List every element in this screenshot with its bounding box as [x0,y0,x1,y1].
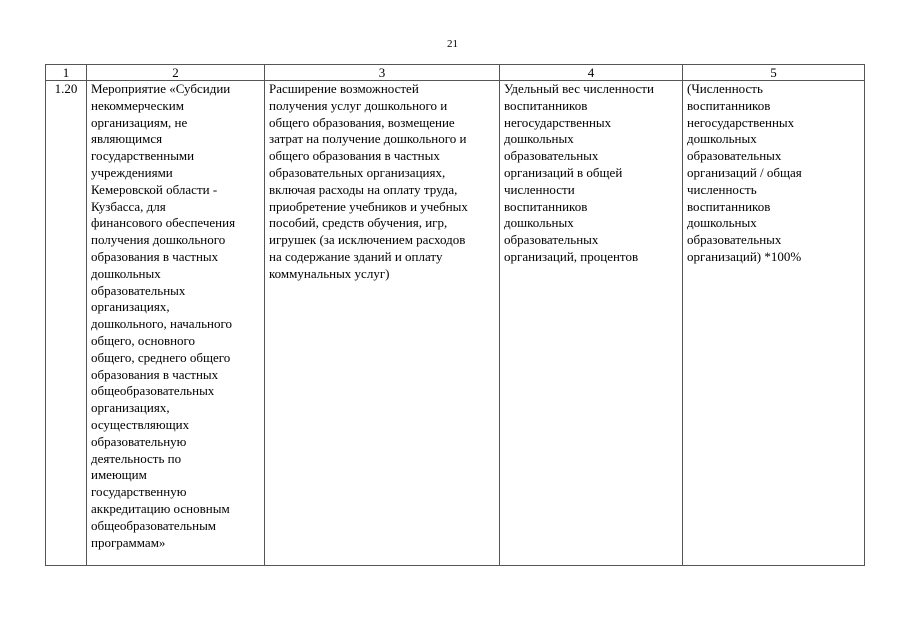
header-col-5: 5 [683,65,865,81]
row-number: 1.20 [46,81,87,566]
header-col-3: 3 [265,65,500,81]
indicators-table [45,64,865,566]
header-col-4: 4 [500,65,683,81]
event-description: Расширение возможностей получения услуг дошкольного и общего образования, возмещение затрат на получение дошкольного и общего образования в частных образовательных организациях, включая расходы на оплату труда, приобретение учебников и учебных пособий, средств обучения, игр, игрушек (за исключением расходов на содержание зданий и оплату коммунальных услуг) [265,81,500,566]
header-col-2: 2 [87,65,265,81]
table-header-row [46,65,865,81]
table-row [46,81,865,566]
indicator-name: Удельный вес численности воспитанников негосударственных дошкольных образовательных организаций в общей численности воспитанников дошкольных образовательных организаций, процентов [500,81,683,566]
event-name: Мероприятие «Субсидии некоммерческим организациям, не являющимся государственными учреждениями Кемеровской области - Кузбасса, для финансового обеспечения получения дошкольного образования в частных дошкольных образовательных организациях, дошкольного, начального общего, основного общего, среднего общего образования в частных общеобразовательных организациях, осуществляющих образовательную деятельность по имеющим государственную аккредитацию основным общеобразовательным программам» [87,81,265,566]
indicator-formula: (Численность воспитанников негосударственных дошкольных образовательных организаций / общая численность воспитанников дошкольных образовательных организаций) *100% [683,81,865,566]
header-col-1: 1 [46,65,87,81]
page-number: 21 [447,38,458,50]
